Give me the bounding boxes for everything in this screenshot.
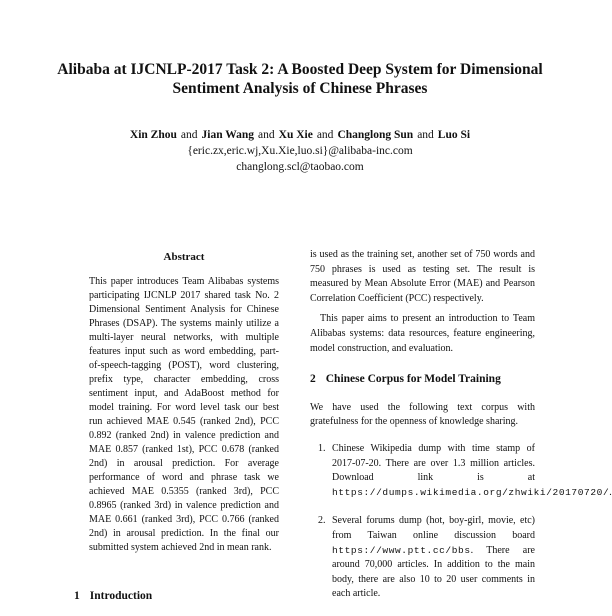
section-title: Chinese Corpus for Model Training bbox=[325, 373, 501, 386]
author-block bbox=[40, 127, 560, 175]
body-paragraph: is used as the training set, another set of 750 words and 750 phrases is used as testing set. The result is measured by Mean Absolute Error (MAE) and Pearson Correlation Coefficient (PCC) respectively. bbox=[310, 249, 535, 304]
list-item-text: Several forums dump (hot, boy-girl, movie, etc) from Taiwan online discussion board bbox=[332, 515, 535, 541]
list-item bbox=[310, 442, 612, 500]
list-item-text: Chinese Wikipedia dump with time stamp of 2017-07-20. There are over 1.3 million articles. Download link is at bbox=[332, 442, 535, 484]
list-number: 2. bbox=[318, 515, 326, 527]
author-conjunction: and bbox=[258, 129, 275, 141]
section-number: 2 bbox=[310, 373, 316, 386]
author-email: {eric.zx,eric.wj,Xu.Xie,luo.si}@alibaba-inc.com bbox=[187, 145, 413, 157]
section-heading bbox=[310, 372, 535, 387]
abstract-text: This paper introduces Team Alibabas systems participating IJCNLP 2017 shared task No. 2 Dimensional Sentiment Analysis for Chinese Phrases (DSAP). The systems mainly utilize a multi-layer neural networks, with multiple features input such as word embedding, part-of-speech-tagging (POST), word clustering, prefix type, character embedding, cross sentiment input, and AdaBoost method for model training. For word level task our best run achieved MAE 0.545 (ranked 2nd), PCC 0.892 (ranked 2nd) in valence prediction and MAE 0.857 (ranked 1st), PCC 0.678 (ranked 2nd) in arousal prediction. For average performance of word and phrase task we achieved MAE 0.5355 (ranked 3rd), PCC 0.8965 (ranked 3rd) in valence prediction and MAE 0.661 (ranked 3rd), PCC 0.766 (ranked 2nd) in arousal prediction. In the final our submitted system achieved 2nd in mean rank. bbox=[89, 276, 279, 553]
list-item-text: . There are around 70,000 articles. In addition to the main body, there are also 10 to 20 user comments in each article. bbox=[332, 544, 535, 600]
author-conjunction: and bbox=[316, 129, 334, 141]
author-conjunction: and bbox=[180, 129, 198, 141]
body-paragraph: We have used the following text corpus with gratefulness for the openness of knowledge sharing. bbox=[310, 401, 535, 428]
section-heading bbox=[74, 590, 152, 602]
author-name: Xin Zhou bbox=[129, 129, 177, 141]
list-item-text: . bbox=[609, 486, 612, 498]
list-item bbox=[310, 514, 535, 602]
author-name: Luo Si bbox=[437, 129, 471, 141]
author-name: Changlong Sun bbox=[337, 129, 414, 141]
url-link[interactable]: https://www.ptt.cc/bbs bbox=[332, 544, 471, 556]
section-number: 1 bbox=[74, 590, 80, 602]
author-conjunction: and bbox=[417, 129, 434, 141]
paper-title-line-2: Sentiment Analysis of Chinese Phrases bbox=[172, 80, 428, 97]
author-list bbox=[40, 127, 560, 143]
body-paragraph: This paper aims to present an introduction to Team Alibabas systems: data resources, feature engineering, model construction, and evaluation. bbox=[310, 313, 535, 354]
url-link[interactable]: https://dumps.wikimedia.org/zhwiki/20170720/ bbox=[332, 486, 610, 498]
author-name: Jian Wang bbox=[201, 129, 255, 141]
list-number: 1. bbox=[318, 442, 326, 454]
author-name: Xu Xie bbox=[278, 129, 313, 141]
author-email: changlong.scl@taobao.com bbox=[236, 161, 364, 173]
section-title: Introduction bbox=[89, 590, 153, 602]
abstract-heading: Abstract bbox=[163, 251, 205, 263]
paper-title bbox=[40, 60, 560, 98]
paper-title-line-1: Alibaba at IJCNLP-2017 Task 2: A Boosted Deep System for Dimensional bbox=[57, 61, 543, 78]
left-column bbox=[89, 250, 279, 555]
corpus-list bbox=[310, 442, 612, 602]
right-column bbox=[310, 248, 612, 616]
